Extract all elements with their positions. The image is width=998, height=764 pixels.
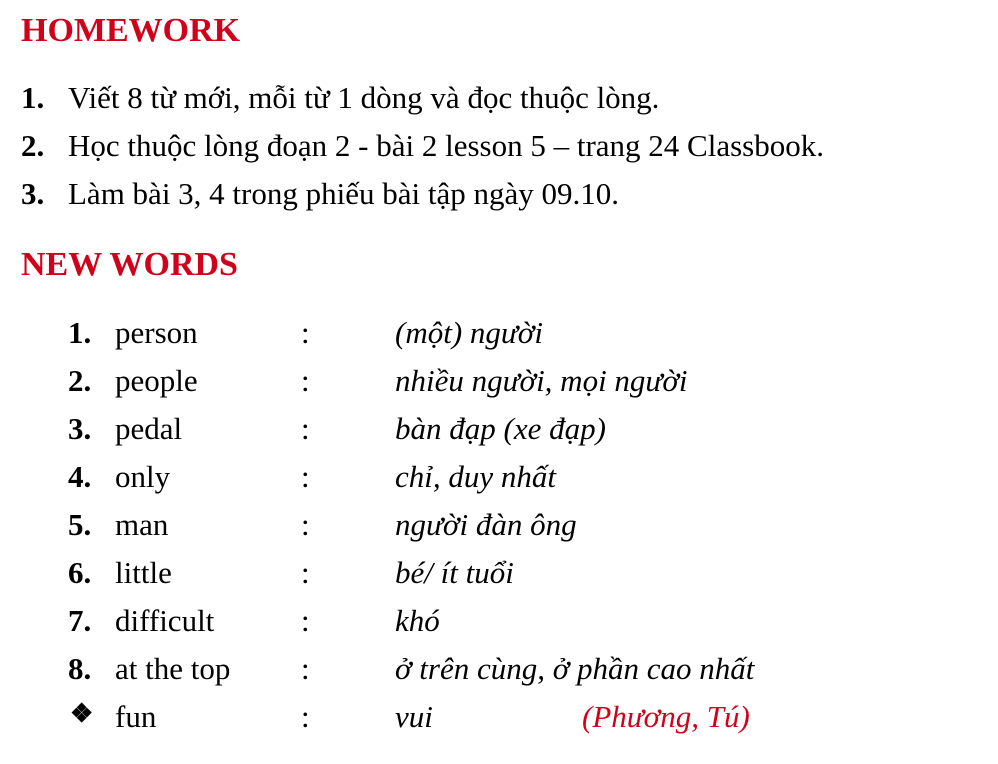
homework-item bbox=[21, 176, 824, 224]
homework-item-number: 1. bbox=[21, 80, 45, 115]
vocab-colon: : bbox=[301, 507, 310, 542]
vocab-word: person bbox=[115, 315, 198, 350]
vocab-word: pedal bbox=[115, 411, 183, 446]
vocab-row bbox=[68, 459, 968, 507]
vocab-number: 1. bbox=[68, 315, 92, 350]
vocab-number: 4. bbox=[68, 459, 92, 494]
vocab-number: 6. bbox=[68, 555, 92, 590]
vocab-row bbox=[68, 555, 968, 603]
homework-list bbox=[21, 80, 824, 224]
homework-item-text: Làm bài 3, 4 trong phiếu bài tập ngày 09.10. bbox=[68, 176, 619, 211]
vocab-meaning: khó bbox=[395, 603, 440, 638]
vocab-meaning: chỉ, duy nhất bbox=[395, 459, 556, 494]
vocab-colon: : bbox=[301, 363, 310, 398]
vocab-meaning: ở trên cùng, ở phần cao nhất bbox=[395, 651, 755, 686]
vocab-colon: : bbox=[301, 459, 310, 494]
new-words-list bbox=[68, 315, 968, 747]
vocab-row bbox=[68, 651, 968, 699]
vocab-word: people bbox=[115, 363, 198, 398]
new-words-heading: NEW WORDS bbox=[21, 246, 238, 283]
vocab-word: little bbox=[115, 555, 172, 590]
vocab-row bbox=[68, 411, 968, 459]
vocab-number: 3. bbox=[68, 411, 92, 446]
vocab-meaning: người đàn ông bbox=[395, 507, 577, 542]
vocab-word: man bbox=[115, 507, 169, 542]
vocab-meaning: nhiều người, mọi người bbox=[395, 363, 688, 398]
vocab-row bbox=[68, 363, 968, 411]
vocab-number: 7. bbox=[68, 603, 92, 638]
homework-item-number: 3. bbox=[21, 176, 45, 211]
vocab-row bbox=[68, 507, 968, 555]
vocab-word: difficult bbox=[115, 603, 215, 638]
vocab-meaning: vui bbox=[395, 699, 433, 734]
vocab-word: fun bbox=[115, 699, 157, 734]
diamond-bullet-icon: ❖ bbox=[70, 699, 94, 728]
vocab-colon: : bbox=[301, 651, 310, 686]
vocab-meaning: bàn đạp (xe đạp) bbox=[395, 411, 606, 446]
vocab-colon: : bbox=[301, 603, 310, 638]
homework-item bbox=[21, 128, 824, 176]
vocab-word: only bbox=[115, 459, 171, 494]
homework-item-number: 2. bbox=[21, 128, 45, 163]
vocab-colon: : bbox=[301, 555, 310, 590]
vocab-colon: : bbox=[301, 411, 310, 446]
homework-item bbox=[21, 80, 824, 128]
vocab-number: 5. bbox=[68, 507, 92, 542]
contributor-credit: (Phương, Tú) bbox=[582, 699, 750, 734]
vocab-meaning: (một) người bbox=[395, 315, 543, 350]
vocab-row bbox=[68, 315, 968, 363]
homework-heading: HOMEWORK bbox=[21, 12, 241, 49]
vocab-colon: : bbox=[301, 315, 310, 350]
vocab-number: 2. bbox=[68, 363, 92, 398]
vocab-meaning: bé/ ít tuổi bbox=[395, 555, 514, 590]
vocab-number: 8. bbox=[68, 651, 92, 686]
vocab-colon: : bbox=[301, 699, 310, 734]
vocab-row-extra bbox=[68, 699, 968, 747]
vocab-word: at the top bbox=[115, 651, 231, 686]
vocab-row bbox=[68, 603, 968, 651]
homework-item-text: Học thuộc lòng đoạn 2 - bài 2 lesson 5 – trang 24 Classbook. bbox=[68, 128, 824, 163]
homework-item-text: Viết 8 từ mới, mỗi từ 1 dòng và đọc thuộc lòng. bbox=[68, 80, 660, 115]
